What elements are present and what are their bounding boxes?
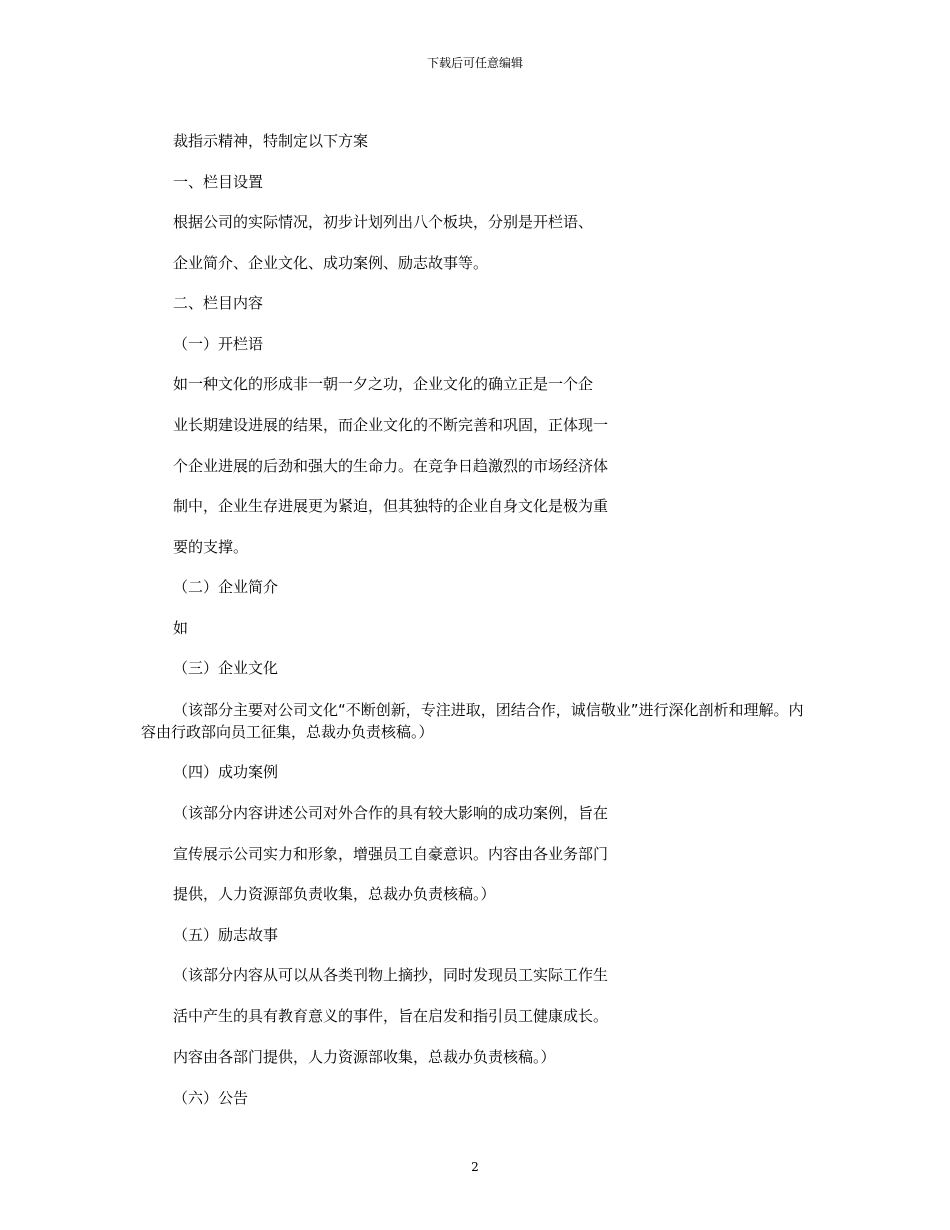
page-number: 2	[471, 1160, 479, 1174]
subsection-heading: （二）企业简介	[173, 578, 279, 596]
text-line: 业长期建设进展的结果，而企业文化的不断完善和巩固，正体现一	[173, 416, 609, 434]
text-line: 裁指示精神，特制定以下方案	[173, 132, 369, 150]
section-heading: 二、栏目内容	[173, 294, 264, 312]
subsection-heading: （一）开栏语	[173, 335, 264, 353]
text-line: 根据公司的实际情况，初步计划列出八个板块，分别是开栏语、	[173, 213, 594, 231]
text-line: （该部分内容从可以从各类刊物上摘抄，同时发现员工实际工作生	[173, 966, 609, 984]
page-header: 下载后可任意编辑	[426, 56, 523, 70]
text-line: 企业简介、企业文化、成功案例、励志故事等。	[173, 254, 489, 272]
subsection-heading: （六）公告	[173, 1089, 249, 1107]
subsection-heading: （三）企业文化	[173, 659, 279, 677]
text-line: 制中，企业生存进展更为紧迫，但其独特的企业自身文化是极为重	[173, 497, 609, 515]
text-line: 个企业进展的后劲和强大的生命力。在竞争日趋激烈的市场经济体	[173, 457, 609, 475]
text-line: 活中产生的具有教育意义的事件，旨在启发和指引员工健康成长。	[173, 1007, 609, 1025]
text-line: 要的支撑。	[173, 538, 249, 556]
text-line: 宣传展示公司实力和形象，增强员工自豪意识。内容由各业务部门	[173, 845, 609, 863]
text-line: 提供，人力资源部负责收集，总裁办负责核稿。）	[173, 885, 496, 903]
subsection-heading: （五）励志故事	[173, 926, 279, 944]
text-line: 如一种文化的形成非一朝一夕之功，企业文化的确立正是一个企	[173, 375, 594, 393]
text-line: 内容由各部门提供，人力资源部收集，总裁办负责核稿。）	[173, 1048, 556, 1066]
text-line: 如	[173, 619, 189, 637]
subsection-heading: （四）成功案例	[173, 763, 279, 781]
section-heading: 一、栏目设置	[173, 173, 264, 191]
text-line: （该部分内容讲述公司对外合作的具有较大影响的成功案例，旨在	[173, 804, 609, 822]
paragraph-culture: （该部分主要对公司文化“不断创新，专注进取，团结合作，诚信敬业”进行深化剖析和理解。内容由行政部向员工征集，总裁办负责核稿。）	[141, 701, 804, 741]
